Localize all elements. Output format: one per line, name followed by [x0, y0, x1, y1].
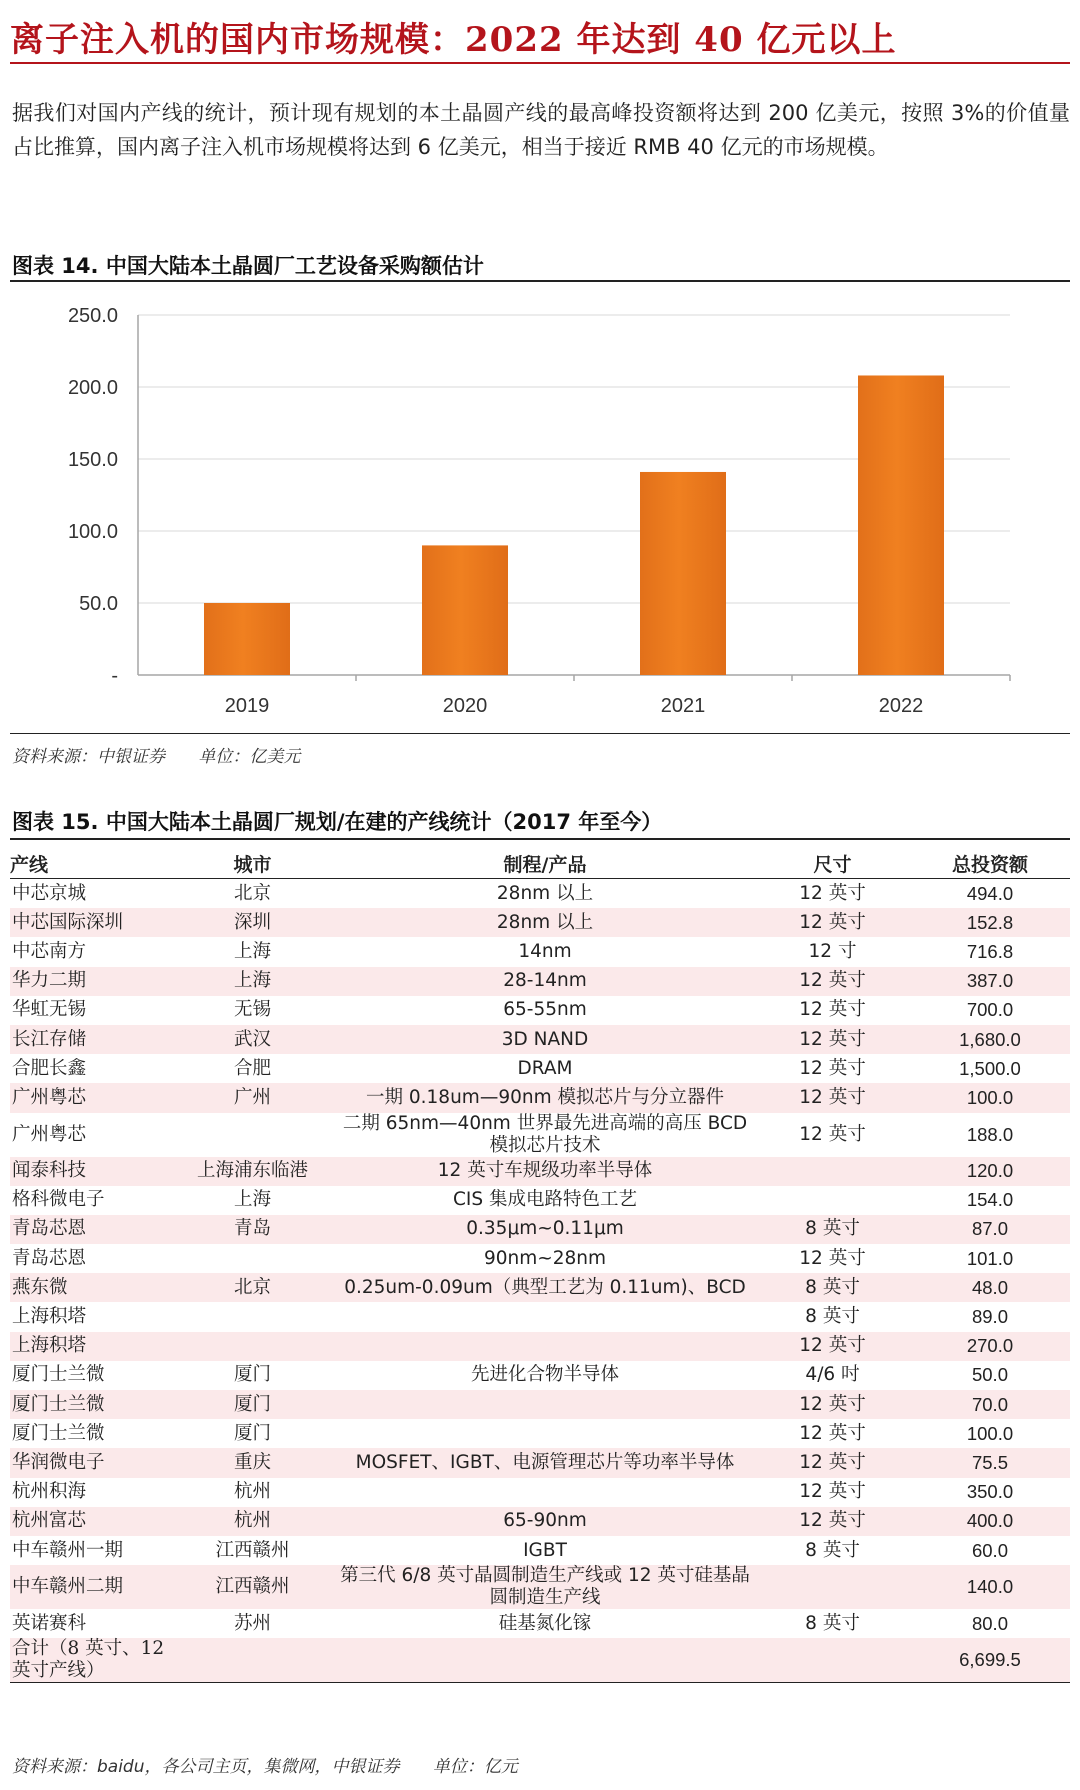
figure14-bottom-rule: [10, 733, 1070, 734]
cell-process: 第三代 6/8 英寸晶圆制造生产线或 12 英寸硅基晶圆制造生产线: [335, 1565, 755, 1609]
cell-line: 合肥长鑫: [12, 1057, 87, 1079]
cell-city: [170, 1332, 335, 1361]
bar: [204, 603, 290, 675]
cell-size: [755, 1565, 910, 1609]
cell-amount: 80.0: [971, 1612, 1008, 1634]
figure15-source-label: 资料来源：baidu，各公司主页，集微网，中银证券: [12, 1757, 400, 1777]
table-row: [10, 1507, 1070, 1536]
cell-city: 深圳: [170, 908, 335, 937]
cell-line: 长江存储: [10, 1025, 170, 1054]
cell-amount: 716.8: [966, 940, 1014, 962]
table-row: [10, 1390, 1070, 1419]
cell-line: 华虹无锡: [12, 999, 87, 1021]
cell-size: 12 英寸: [755, 1390, 910, 1419]
table-row: [10, 937, 1070, 966]
table-row: [10, 1609, 1070, 1638]
y-tick-label: 200.0: [67, 377, 118, 399]
table-row: [10, 908, 1070, 937]
cell-process: 二期 65nm—40nm 世界最先进高端的高压 BCD 模拟芯片技术: [342, 1112, 748, 1156]
cell-city: 北京: [170, 1273, 335, 1302]
cell-size: 12 英寸: [799, 1481, 866, 1503]
cell-city: 广州: [170, 1083, 335, 1112]
intro-paragraph: 据我们对国内产线的统计，预计现有规划的本土晶圆产线的最高峰投资额将达到 200 亿美元，按照 3%的价值量占比推算，国内离子注入机市场规模将达到 6 亿美元，相当于接近 RMB 40 亿元的市场规模。: [12, 101, 1070, 159]
table-row: [10, 1536, 1070, 1565]
cell-line: 厦门士兰微: [12, 1422, 105, 1444]
cell-amount: 1,680.0: [910, 1025, 1070, 1054]
figure15-unit-label: 单位：亿元: [432, 1757, 518, 1777]
cell-size: 12 英寸: [755, 1025, 910, 1054]
cell-process: [335, 1638, 755, 1683]
cell-amount: 101.0: [966, 1247, 1014, 1269]
cell-size: 12 英寸: [799, 1123, 866, 1145]
cell-size: 12 英寸: [755, 1332, 910, 1361]
cell-amount: 494.0: [966, 882, 1014, 904]
figure15-top-rule: [10, 838, 1070, 840]
table-row: [10, 1244, 1070, 1273]
table-row: [10, 1186, 1070, 1215]
cell-line: 杭州积海: [12, 1481, 87, 1503]
table-row: [10, 1157, 1070, 1186]
cell-line: 闻泰科技: [10, 1157, 170, 1186]
cell-amount: 700.0: [966, 999, 1014, 1021]
header-size: 尺寸: [755, 848, 910, 879]
cell-size: 12 英寸: [799, 882, 866, 904]
table-row: [10, 1273, 1070, 1302]
cell-city: 武汉: [170, 1025, 335, 1054]
cell-amount: 89.0: [971, 1306, 1008, 1328]
y-tick-label: 50.0: [79, 593, 118, 615]
cell-process: 3D NAND: [335, 1025, 755, 1054]
cell-size: 12 寸: [808, 940, 857, 962]
cell-size: 8 英寸: [805, 1306, 860, 1328]
cell-city: 无锡: [233, 999, 271, 1021]
cell-size: 12 英寸: [755, 1507, 910, 1536]
cell-size: 8 英寸: [805, 1539, 860, 1561]
cell-amount: 6,699.5: [910, 1638, 1070, 1683]
cell-line: 上海积塔: [10, 1332, 170, 1361]
cell-line: 格科微电子: [12, 1189, 105, 1211]
cell-city: 青岛: [170, 1215, 335, 1244]
table-row: [10, 967, 1070, 996]
cell-amount: 70.0: [910, 1390, 1070, 1419]
table-row: [10, 1448, 1070, 1477]
table-row: [10, 1419, 1070, 1448]
cell-city: [170, 1302, 335, 1331]
table-row: [10, 1565, 1070, 1609]
cell-process: [335, 1390, 755, 1419]
cell-process: 65-55nm: [503, 999, 587, 1021]
cell-process: 28nm 以上: [335, 908, 755, 937]
cell-line: 广州粤芯: [10, 1083, 170, 1112]
cell-process: [335, 1332, 755, 1361]
cell-amount: 60.0: [971, 1539, 1008, 1561]
cell-city: [170, 1244, 335, 1273]
cell-process: 28nm 以上: [496, 882, 594, 904]
cell-size: [755, 1157, 910, 1186]
cell-size: 12 英寸: [799, 1247, 866, 1269]
cell-process: 一期 0.18um—90nm 模拟芯片与分立器件: [335, 1083, 755, 1112]
cell-process: MOSFET、IGBT、电源管理芯片等功率半导体: [335, 1448, 755, 1477]
y-tick-label: 250.0: [67, 305, 118, 327]
cell-line: 英诺赛科: [12, 1612, 87, 1634]
cell-amount: 75.5: [910, 1448, 1070, 1477]
table-row: [10, 1478, 1070, 1507]
cell-city: 江西赣州: [170, 1565, 335, 1609]
cell-city: 上海: [233, 1189, 271, 1211]
header-line: 产线: [10, 848, 170, 879]
header-process: 制程/产品: [335, 848, 755, 879]
cell-amount: 120.0: [910, 1157, 1070, 1186]
cell-city: 北京: [233, 882, 271, 904]
figure15-title: 图表 15. 中国大陆本土晶圆厂规划/在建的产线统计（2017 年至今）: [12, 810, 663, 834]
cell-line: 中芯京城: [12, 882, 87, 904]
cell-line: 中芯南方: [12, 940, 87, 962]
cell-size: [755, 1186, 910, 1215]
cell-amount: 100.0: [910, 1083, 1070, 1112]
cell-city: [170, 1638, 335, 1683]
cell-amount: 48.0: [910, 1273, 1070, 1302]
y-tick-label: 150.0: [67, 449, 118, 471]
cell-amount: 1,500.0: [959, 1057, 1021, 1079]
cell-process: 65-90nm: [335, 1507, 755, 1536]
cell-size: 12 英寸: [799, 999, 866, 1021]
figure14-source-label: 资料来源：中银证券: [12, 747, 165, 767]
cell-amount: 50.0: [971, 1364, 1008, 1386]
cell-size: [755, 1638, 910, 1683]
cell-process: 硅基氮化镓: [498, 1612, 592, 1634]
cell-line: 杭州富芯: [10, 1507, 170, 1536]
cell-city: [170, 1113, 335, 1157]
cell-amount: 400.0: [910, 1507, 1070, 1536]
cell-process: CIS 集成电路特色工艺: [453, 1189, 637, 1211]
cell-amount: 87.0: [910, 1215, 1070, 1244]
cell-city: 上海: [170, 967, 335, 996]
bar: [858, 375, 944, 675]
header-city: 城市: [170, 848, 335, 879]
cell-size: 12 英寸: [755, 967, 910, 996]
table-row: [10, 879, 1070, 909]
figure14-unit-label: 单位：亿美元: [198, 747, 301, 767]
cell-line: 厦门士兰微: [10, 1390, 170, 1419]
bar: [640, 472, 726, 675]
cell-line: 上海积塔: [12, 1306, 87, 1328]
cell-size: 12 英寸: [755, 1083, 910, 1112]
cell-amount: 152.8: [910, 908, 1070, 937]
section-title: 离子注入机的国内市场规模：2022 年达到 40 亿元以上: [10, 20, 897, 60]
cell-process: DRAM: [517, 1057, 573, 1079]
cell-line: 华力二期: [10, 967, 170, 996]
cell-city: 重庆: [170, 1448, 335, 1477]
cell-line: 中车赣州二期: [10, 1565, 170, 1609]
cell-city: 厦门: [170, 1390, 335, 1419]
cell-city: 杭州: [170, 1507, 335, 1536]
table-row: [10, 1054, 1070, 1083]
cell-size: 8 英寸: [755, 1215, 910, 1244]
cell-line: 青岛芯恩: [10, 1215, 170, 1244]
figure14-top-rule: [10, 280, 1070, 282]
table-row: [10, 1332, 1070, 1361]
cell-process: [335, 1302, 755, 1331]
cell-line: 华润微电子: [10, 1448, 170, 1477]
header-amount: 总投资额: [910, 848, 1070, 879]
table-row: [10, 1113, 1070, 1157]
table-header-row: [10, 848, 1070, 879]
y-tick-label: -: [111, 665, 118, 687]
cell-process: 0.25um-0.09um（典型工艺为 0.11um)、BCD: [335, 1273, 755, 1302]
cell-amount: 350.0: [966, 1481, 1014, 1503]
figure15-source: [12, 1752, 546, 1777]
cell-process: 0.35μm~0.11μm: [335, 1215, 755, 1244]
cell-process: [335, 1478, 755, 1507]
cell-line: 厦门士兰微: [12, 1364, 105, 1386]
x-tick-label: 2022: [878, 695, 924, 717]
cell-line: 青岛芯恩: [12, 1247, 87, 1269]
cell-size: 12 英寸: [799, 1422, 866, 1444]
cell-city: 江西赣州: [215, 1539, 290, 1561]
cell-amount: 140.0: [910, 1565, 1070, 1609]
cell-size: 12 英寸: [799, 1057, 866, 1079]
cell-line: 中芯国际深圳: [10, 908, 170, 937]
cell-city: 苏州: [233, 1612, 271, 1634]
table-row: [10, 1215, 1070, 1244]
x-tick-label: 2021: [660, 695, 706, 717]
figure14-source: [12, 742, 328, 767]
cell-size: 4/6 吋: [805, 1364, 860, 1386]
cell-city: 厦门: [233, 1422, 271, 1444]
cell-amount: 270.0: [910, 1332, 1070, 1361]
bar: [422, 545, 508, 675]
cell-process: [335, 1419, 755, 1448]
cell-process: 12 英寸车规级功率半导体: [335, 1157, 755, 1186]
cell-size: 12 英寸: [755, 1448, 910, 1477]
cell-process: 90nm~28nm: [483, 1247, 607, 1269]
y-tick-label: 100.0: [67, 521, 118, 543]
cell-amount: 154.0: [966, 1189, 1014, 1211]
bar-chart: [10, 288, 1070, 728]
cell-line: 合计（8 英寸、12 英寸产线）: [10, 1638, 170, 1683]
cell-amount: 188.0: [966, 1123, 1014, 1145]
cell-city: 厦门: [233, 1364, 271, 1386]
table-total-row: [10, 1638, 1070, 1683]
cell-process: 先进化合物半导体: [470, 1364, 619, 1386]
table-row: [10, 1025, 1070, 1054]
x-tick-label: 2019: [224, 695, 270, 717]
table-row: [10, 1083, 1070, 1112]
production-line-table: [10, 848, 1070, 1683]
table-row: [10, 1302, 1070, 1331]
cell-size: 8 英寸: [805, 1612, 860, 1634]
table-row: [10, 1361, 1070, 1390]
cell-process: 14nm: [518, 940, 572, 962]
cell-city: 上海: [233, 940, 271, 962]
x-tick-label: 2020: [442, 695, 488, 717]
title-divider: [10, 62, 1070, 64]
cell-line: 燕东微: [10, 1273, 170, 1302]
cell-amount: 387.0: [910, 967, 1070, 996]
cell-city: 合肥: [233, 1057, 271, 1079]
cell-size: 8 英寸: [755, 1273, 910, 1302]
cell-process: IGBT: [523, 1539, 567, 1561]
cell-amount: 100.0: [966, 1422, 1014, 1444]
cell-line: 广州粤芯: [12, 1123, 87, 1145]
cell-size: 12 英寸: [755, 908, 910, 937]
cell-process: 28-14nm: [335, 967, 755, 996]
figure14-title: 图表 14. 中国大陆本土晶圆厂工艺设备采购额估计: [12, 254, 484, 278]
cell-city: 杭州: [233, 1481, 271, 1503]
cell-city: 上海浦东临港: [170, 1157, 335, 1186]
cell-line: 中车赣州一期: [12, 1539, 124, 1561]
table-row: [10, 996, 1070, 1025]
